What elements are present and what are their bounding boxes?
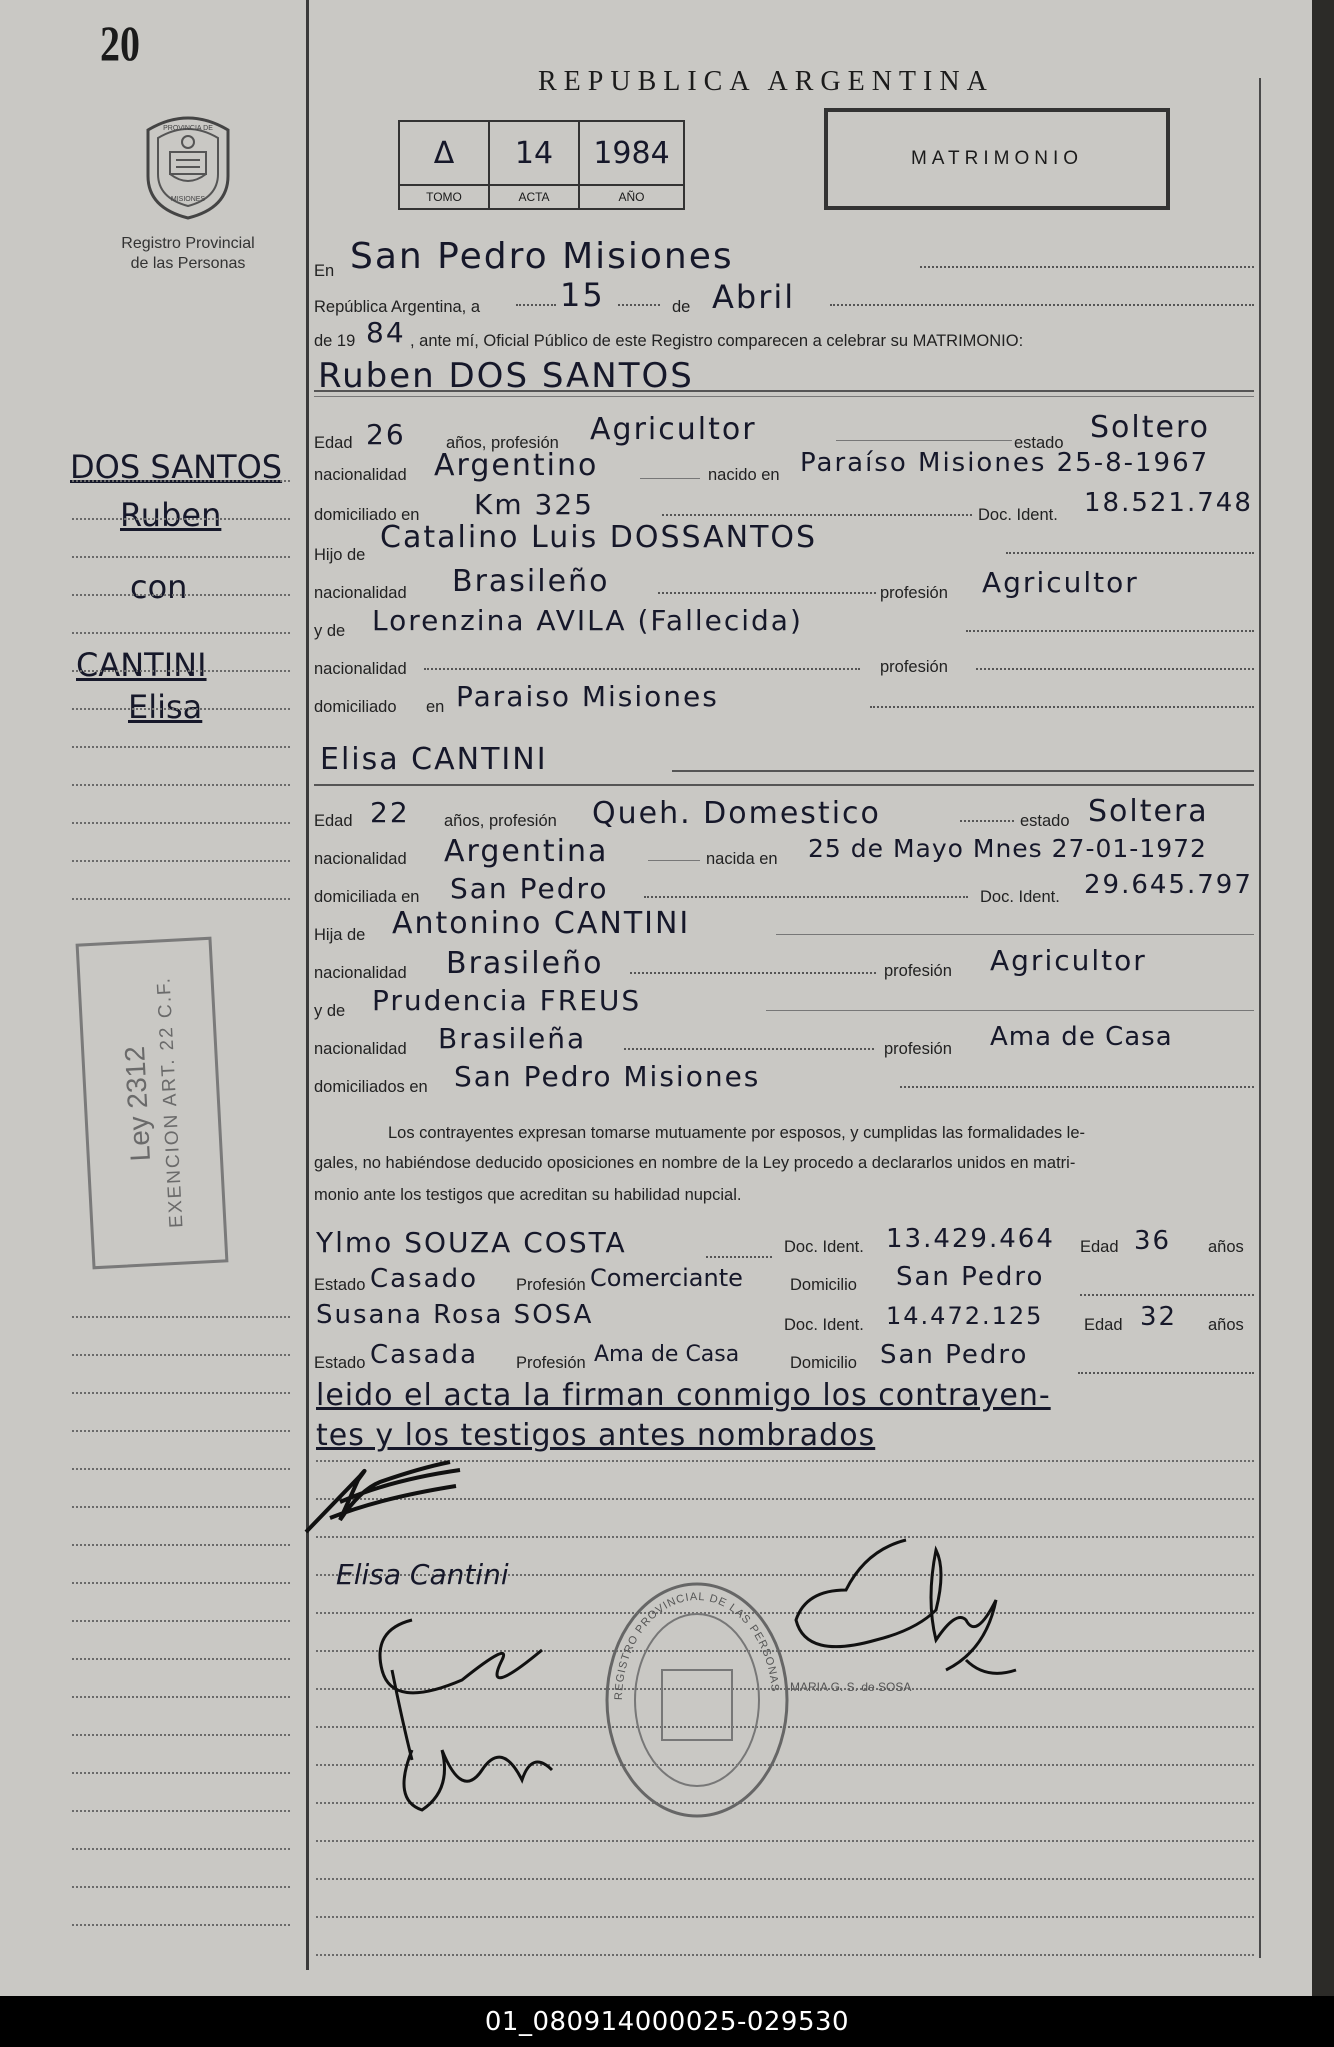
seal-top-text: PROVINCIA DE: [163, 125, 213, 132]
marriage-place: San Pedro Misiones: [350, 236, 734, 277]
bride-edad-label: Edad: [314, 812, 353, 830]
witness1-address: San Pedro: [896, 1262, 1045, 1292]
groom-age: 26: [366, 418, 406, 451]
margin-ruled-line: [72, 1430, 290, 1432]
witness1-profession: Comerciante: [590, 1264, 743, 1292]
margin-groom-surname: DOS SANTOS: [70, 448, 283, 486]
margin-ruled-line: [72, 480, 290, 482]
bride-anos-profesion-label: años, profesión: [444, 812, 557, 830]
margin-ruled-line: [72, 1734, 290, 1736]
acta-label: ACTA: [490, 184, 580, 208]
margin-ruled-line: [72, 822, 290, 824]
round-stamp-text: REGISTRO PROVINCIAL DE LAS PERSONAS: [612, 1590, 781, 1701]
groom-nationality: Argentino: [434, 448, 599, 483]
witness1-age: 36: [1134, 1226, 1172, 1256]
bride-nacida-label: nacida en: [706, 850, 778, 868]
registry-round-stamp: [602, 1580, 792, 1820]
left-margin-rule: [306, 0, 309, 1970]
registry-label-line1: Registro Provincial: [121, 235, 255, 252]
main-ruled-line: [316, 1916, 1254, 1918]
witness1-status: Casado: [370, 1264, 478, 1294]
margin-groom-name: Ruben: [120, 496, 222, 534]
margin-ruled-line: [72, 1354, 290, 1356]
margin-ruled-line: [72, 1468, 290, 1470]
bride-signature: Elisa Cantini: [336, 1558, 509, 1591]
margin-ruled-line: [72, 1620, 290, 1622]
witness1-anos-label: años: [1208, 1238, 1244, 1256]
witness2-doc: 14.472.125: [886, 1302, 1044, 1330]
bride-father-profession-label: profesión: [884, 962, 952, 980]
witness2-address: San Pedro: [880, 1340, 1029, 1370]
acta-value-cell: [490, 122, 580, 184]
bride-father-name: Antonino CANTINI: [392, 906, 691, 941]
tomo-value-cell: [400, 122, 490, 184]
groom-civil-status: Soltero: [1090, 410, 1210, 445]
record-type-label: MATRIMONIO: [910, 148, 1084, 169]
bride-doc-number: 29.645.797: [1084, 870, 1253, 900]
groom-hijo-label: Hijo de: [314, 546, 366, 564]
footer-bar: [0, 1996, 1334, 2047]
ano-value: 1984: [593, 135, 670, 171]
registry-label: [98, 234, 278, 274]
ano-value-cell: [580, 122, 683, 184]
scan-right-edge: [1312, 0, 1334, 1996]
year-prefix: de 19: [314, 332, 356, 350]
margin-ruled-line: [72, 898, 290, 900]
witness2-edad-label: Edad: [1084, 1316, 1123, 1334]
bride-nationality: Argentina: [444, 834, 609, 869]
witness1-edad-label: Edad: [1080, 1238, 1119, 1256]
groom-mother-nationality-label: nacionalidad: [314, 660, 407, 678]
de-label: de: [672, 298, 691, 316]
witness1-doc-label: Doc. Ident.: [784, 1238, 864, 1256]
bride-mother-nationality: Brasileña: [438, 1022, 587, 1055]
bride-full-name: Elisa CANTINI: [320, 742, 548, 777]
bride-mother-profession: Ama de Casa: [990, 1022, 1173, 1052]
witness1-estado-label: Estado: [314, 1276, 366, 1294]
acta-value: 14: [514, 135, 554, 171]
main-ruled-line: [316, 1878, 1254, 1880]
bride-hija-label: Hija de: [314, 926, 366, 944]
registry-label-line2: de las Personas: [130, 255, 246, 272]
margin-ruled-line: [72, 632, 290, 634]
margin-ruled-line: [72, 556, 290, 558]
groom-father-profession-label: profesión: [880, 584, 948, 602]
main-ruled-line: [316, 1840, 1254, 1842]
official-stamp-text: MARIA G. S. de SOSA: [790, 1680, 912, 1694]
margin-ruled-line: [72, 1772, 290, 1774]
margin-ruled-line: [72, 1696, 290, 1698]
country-heading: REPUBLICA ARGENTINA: [538, 66, 994, 97]
tomo-value: Δ: [433, 135, 455, 171]
groom-address: Km 325: [474, 488, 594, 521]
bride-father-profession: Agricultor: [990, 944, 1147, 977]
margin-ruled-line: [72, 1848, 290, 1850]
seal-bottom-text: MISIONES: [170, 196, 206, 203]
closing-line-1: leido el acta la firman conmigo los contrayen-: [316, 1378, 1051, 1413]
ano-label: AÑO: [580, 184, 683, 208]
provincial-seal-icon: [140, 112, 236, 220]
marriage-day: 15: [560, 276, 605, 314]
bride-doc-label: Doc. Ident.: [980, 888, 1060, 906]
bride-birthplace: 25 de Mayo Mnes 27-01-1972: [808, 834, 1207, 863]
tomo-label: TOMO: [400, 184, 490, 208]
groom-mother-name: Lorenzina AVILA (Fallecida): [372, 604, 803, 637]
stamp-line1: Ley 2312: [119, 1045, 157, 1163]
bride-nationality-label: nacionalidad: [314, 850, 407, 868]
groom-anos-profesion-label: años, profesión: [446, 434, 559, 452]
witness2-profesion-label: Profesión: [516, 1354, 586, 1372]
groom-nationality-label: nacionalidad: [314, 466, 407, 484]
margin-ruled-line: [72, 708, 290, 710]
margin-ruled-line: [72, 860, 290, 862]
bride-address-label: domiciliada en: [314, 888, 420, 906]
margin-ruled-line: [72, 1506, 290, 1508]
official-initial-signature: [300, 1440, 470, 1550]
right-margin-rule: [1259, 78, 1261, 1958]
witness1-domicilio-label: Domicilio: [790, 1276, 857, 1294]
en-label: En: [314, 262, 335, 280]
tomo-acta-ano-box: [398, 120, 685, 210]
closing-line-2: tes y los testigos antes nombrados: [316, 1418, 876, 1453]
margin-ruled-line: [72, 1582, 290, 1584]
bride-mother-profession-label: profesión: [884, 1040, 952, 1058]
marriage-month: Abril: [712, 278, 796, 316]
witness2-estado-label: Estado: [314, 1354, 366, 1372]
margin-connector: con: [130, 568, 188, 606]
margin-bride-name: Elisa: [128, 688, 203, 726]
margin-ruled-line: [72, 1392, 290, 1394]
margin-ruled-line: [72, 594, 290, 596]
groom-nacido-label: nacido en: [708, 466, 780, 484]
witness2-age: 32: [1140, 1302, 1178, 1332]
record-type-box: [824, 108, 1170, 210]
bride-age: 22: [370, 796, 410, 829]
groom-doc-label: Doc. Ident.: [978, 506, 1058, 524]
margin-bride-surname: CANTINI: [76, 646, 207, 684]
groom-doc-number: 18.521.748: [1084, 488, 1253, 518]
groom-edad-label: Edad: [314, 434, 353, 452]
declaration-text: , ante mí, Oficial Público de este Registro comparecen a celebrar su MATRIMONIO:: [410, 332, 1024, 350]
stamp-line2: EXENCION ART. 22 C.F.: [153, 975, 188, 1229]
statement-line-1: Los contrayentes expresan tomarse mutuamente por esposos, y cumplidas las formalidades le-: [388, 1124, 1086, 1142]
witness2-anos-label: años: [1208, 1316, 1244, 1334]
witness2-status: Casada: [370, 1340, 479, 1370]
witness2-profession: Ama de Casa: [594, 1342, 740, 1367]
bride-civil-status: Soltera: [1088, 794, 1209, 829]
groom-profession: Agricultor: [590, 412, 757, 447]
bride-mother-nationality-label: nacionalidad: [314, 1040, 407, 1058]
margin-ruled-line: [72, 1810, 290, 1812]
bride-father-nationality: Brasileño: [446, 946, 604, 981]
groom-full-name: Ruben DOS SANTOS: [318, 356, 694, 396]
witness2-doc-label: Doc. Ident.: [784, 1316, 864, 1334]
page-number: 20: [100, 15, 140, 71]
margin-ruled-line: [72, 1886, 290, 1888]
margin-ruled-line: [72, 518, 290, 520]
bride-father-nationality-label: nacionalidad: [314, 964, 407, 982]
groom-father-name: Catalino Luis DOSSANTOS: [380, 520, 818, 555]
witness1-name: Ylmo SOUZA COSTA: [316, 1226, 627, 1259]
bride-address: San Pedro: [450, 872, 609, 905]
bride-mother-name: Prudencia FREUS: [372, 984, 642, 1017]
margin-ruled-line: [72, 1658, 290, 1660]
groom-father-nationality: Brasileño: [452, 564, 610, 599]
groom-mother-profession-label: profesión: [880, 658, 948, 676]
groom-parents-en-label: en: [426, 698, 445, 716]
groom-signature: [352, 1600, 612, 1820]
bride-estado-label: estado: [1020, 812, 1070, 830]
tax-exemption-stamp: [76, 937, 229, 1270]
margin-ruled-line: [72, 746, 290, 748]
groom-parents-address-label: domiciliado: [314, 698, 397, 716]
groom-father-nationality-label: nacionalidad: [314, 584, 407, 602]
bride-parents-address-label: domiciliados en: [314, 1078, 428, 1096]
year-suffix: 84: [366, 316, 406, 349]
witness1-profesion-label: Profesión: [516, 1276, 586, 1294]
groom-father-profession: Agricultor: [982, 566, 1139, 599]
groom-parents-address: Paraiso Misiones: [456, 680, 719, 713]
margin-ruled-line: [72, 670, 290, 672]
statement-line-2: gales, no habiéndose deducido oposiciones en nombre de la Ley procedo a declararlos unidos en matri-: [314, 1154, 1076, 1172]
bride-yde-label: y de: [314, 1002, 346, 1020]
footer-id: 01_080914000025-029530: [484, 2006, 850, 2037]
svg-text:REGISTRO PROVINCIAL DE LAS PER: [613, 1591, 781, 1700]
bride-profession: Queh. Domestico: [592, 796, 881, 831]
groom-birthplace: Paraíso Misiones 25-8-1967: [800, 448, 1210, 478]
bride-parents-address: San Pedro Misiones: [454, 1060, 761, 1093]
margin-ruled-line: [72, 1544, 290, 1546]
groom-estado-label: estado: [1014, 434, 1064, 452]
witness2-domicilio-label: Domicilio: [790, 1354, 857, 1372]
groom-yde-label: y de: [314, 622, 346, 640]
official-signature: [786, 1530, 1026, 1700]
statement-line-3: monio ante los testigos que acreditan su habilidad nupcial.: [314, 1186, 742, 1204]
main-ruled-line: [316, 1954, 1254, 1956]
witness1-doc: 13.429.464: [886, 1224, 1055, 1254]
witness2-name: Susana Rosa SOSA: [316, 1300, 594, 1330]
republica-label: República Argentina, a: [314, 298, 481, 316]
margin-ruled-line: [72, 784, 290, 786]
margin-ruled-line: [72, 1316, 290, 1318]
groom-address-label: domiciliado en: [314, 506, 420, 524]
margin-ruled-line: [72, 1924, 290, 1926]
